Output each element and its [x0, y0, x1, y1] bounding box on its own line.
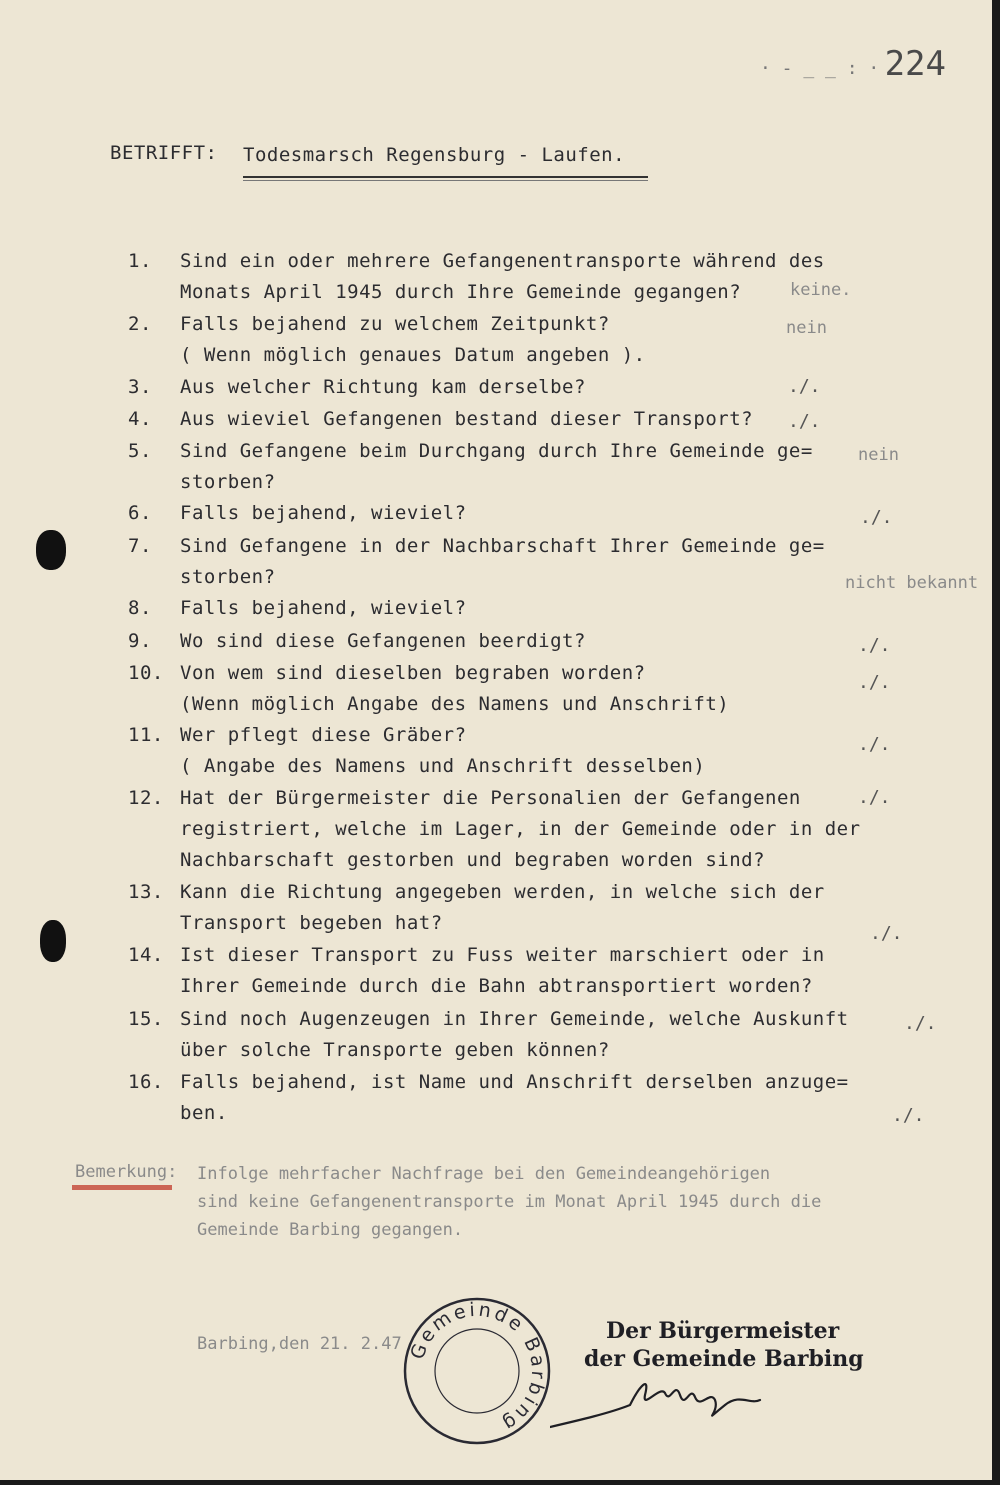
question-answer: ./.: [904, 1013, 937, 1034]
question-answer: ./.: [858, 787, 891, 808]
question-number: 9.: [128, 630, 152, 652]
question-number: 11.: [128, 724, 164, 746]
question-number: 4.: [128, 408, 152, 430]
mayor-title-line-2: der Gemeinde Barbing: [584, 1346, 864, 1372]
question-text-line: Falls bejahend, wieviel?: [180, 502, 467, 524]
question-text-line: Sind Gefangene in der Nachbarschaft Ihrer Gemeinde ge=: [180, 535, 825, 557]
question-text-line: Von wem sind dieselben begraben worden?: [180, 662, 646, 684]
question-text-line: Falls bejahend zu welchem Zeitpunkt?: [180, 313, 610, 335]
question-number: 15.: [128, 1008, 164, 1030]
question-text-line: storben?: [180, 471, 276, 493]
mayor-title-line-1: Der Bürgermeister: [606, 1318, 840, 1344]
mayor-signature: [550, 1365, 810, 1435]
question-text-line: Aus welcher Richtung kam derselbe?: [180, 376, 586, 398]
question-answer: nein: [786, 318, 827, 338]
question-answer: ./.: [788, 411, 821, 432]
question-text-line: Hat der Bürgermeister die Personalien der Gefangenen: [180, 787, 801, 809]
question-number: 10.: [128, 662, 164, 684]
question-text-line: Kann die Richtung angegeben werden, in welche sich der: [180, 881, 825, 903]
question-number: 6.: [128, 502, 152, 524]
question-text-line: ( Angabe des Namens und Anschrift desselben): [180, 755, 706, 777]
question-text-line: Aus wieviel Gefangenen bestand dieser Transport?: [180, 408, 754, 430]
question-answer: nicht bekannt: [845, 573, 979, 593]
question-text-line: Ist dieser Transport zu Fuss weiter marschiert oder in: [180, 944, 825, 966]
punch-hole-bottom: [40, 920, 66, 962]
subject-label: BETRIFFT:: [110, 142, 218, 164]
page-number: 224: [884, 44, 946, 84]
question-answer: ./.: [858, 734, 891, 755]
subject-underline: [243, 176, 648, 178]
question-answer: ./.: [858, 672, 891, 693]
remark-line-1: Infolge mehrfacher Nachfrage bei den Gemeindeangehörigen: [197, 1164, 771, 1184]
remark-line-2: sind keine Gefangenentransporte im Monat April 1945 durch die: [197, 1192, 822, 1212]
question-number: 8.: [128, 597, 152, 619]
question-text-line: Transport begeben hat?: [180, 912, 443, 934]
question-number: 7.: [128, 535, 152, 557]
question-number: 5.: [128, 440, 152, 462]
question-answer: ./.: [860, 507, 893, 528]
question-text-line: Sind noch Augenzeugen in Ihrer Gemeinde, welche Auskunft: [180, 1008, 849, 1030]
question-text-line: Wer pflegt diese Gräber?: [180, 724, 467, 746]
question-number: 13.: [128, 881, 164, 903]
remark-label-underline: [72, 1185, 172, 1190]
remark-label: Bemerkung:: [75, 1162, 178, 1182]
question-answer: ./.: [858, 635, 891, 656]
municipal-stamp-seal: [402, 1296, 552, 1446]
punch-hole-top: [36, 530, 66, 570]
question-answer: keine.: [790, 280, 852, 300]
question-text-line: Ihrer Gemeinde durch die Bahn abtransportiert worden?: [180, 975, 813, 997]
question-number: 1.: [128, 250, 152, 272]
question-answer: ./.: [892, 1105, 925, 1126]
remark-line-3: Gemeinde Barbing gegangen.: [197, 1220, 464, 1240]
place-date: Barbing,den 21. 2.47: [197, 1334, 402, 1354]
question-number: 3.: [128, 376, 152, 398]
question-number: 16.: [128, 1071, 164, 1093]
question-text-line: ( Wenn möglich genaues Datum angeben ).: [180, 344, 646, 366]
question-number: 2.: [128, 313, 152, 335]
question-text-line: ben.: [180, 1102, 228, 1124]
question-text-line: Monats April 1945 durch Ihre Gemeinde gegangen?: [180, 281, 742, 303]
question-text-line: über solche Transporte geben können?: [180, 1039, 610, 1061]
question-text-line: (Wenn möglich Angabe des Namens und Anschrift): [180, 693, 730, 715]
question-number: 12.: [128, 787, 164, 809]
subject-underline-secondary: [243, 180, 648, 181]
question-text-line: Sind Gefangene beim Durchgang durch Ihre Gemeinde ge=: [180, 440, 813, 462]
question-answer: nein: [858, 445, 899, 465]
question-number: 14.: [128, 944, 164, 966]
question-text-line: Falls bejahend, wieviel?: [180, 597, 467, 619]
stamp-text: Gemeinde Barbing: [406, 1298, 550, 1437]
subject-text: Todesmarsch Regensburg - Laufen.: [243, 144, 626, 166]
question-text-line: registriert, welche im Lager, in der Gemeinde oder in der: [180, 818, 861, 840]
question-answer: ./.: [788, 376, 821, 397]
question-text-line: Falls bejahend, ist Name und Anschrift derselben anzuge=: [180, 1071, 849, 1093]
question-text-line: Nachbarschaft gestorben und begraben worden sind?: [180, 849, 766, 871]
faint-mark-decoration: · - _ _ : ·: [760, 58, 880, 79]
question-text-line: Sind ein oder mehrere Gefangenentransporte während des: [180, 250, 825, 272]
question-answer: ./.: [870, 923, 903, 944]
question-text-line: storben?: [180, 566, 276, 588]
question-text-line: Wo sind diese Gefangenen beerdigt?: [180, 630, 586, 652]
